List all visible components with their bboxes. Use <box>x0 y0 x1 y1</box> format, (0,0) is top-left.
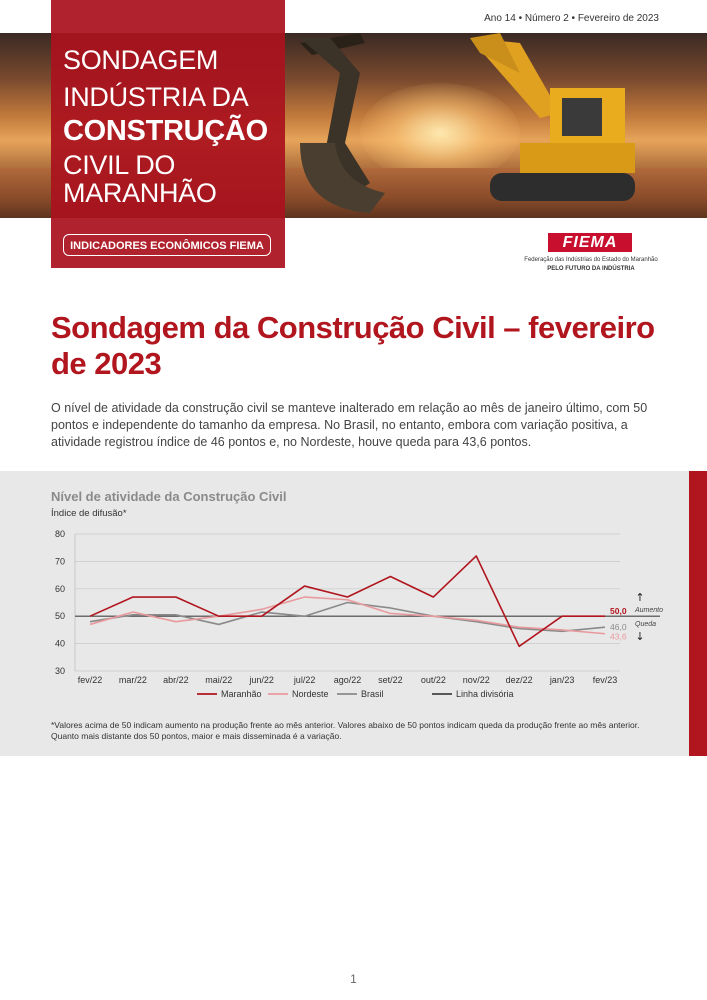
x-tick-label: jan/23 <box>549 675 575 685</box>
title-line-5: MARANHÃO <box>63 178 217 208</box>
fiema-fullname: Federação das Indústrias do Estado do Maranhão <box>524 257 658 263</box>
legend-label: Maranhão <box>221 689 262 699</box>
end-value-label: 43,6 <box>610 631 627 642</box>
issue-info: Ano 14 • Número 2 • Fevereiro de 2023 <box>484 13 659 24</box>
fiema-slogan: PELO FUTURO DA INDÚSTRIA <box>547 266 635 272</box>
x-tick-label: out/22 <box>420 675 446 685</box>
y-tick-label: 50 <box>54 611 65 622</box>
x-tick-label: abr/22 <box>163 675 189 685</box>
panel-accent-bar <box>689 471 707 756</box>
title-line-2: INDÚSTRIA DA <box>63 82 249 112</box>
line-chart <box>40 520 680 710</box>
title-box <box>51 0 285 268</box>
legend-label: Nordeste <box>292 689 329 699</box>
y-tick-label: 80 <box>54 529 65 539</box>
title-line-3: CONSTRUÇÃO <box>63 115 268 147</box>
x-tick-label: fev/22 <box>77 675 103 685</box>
x-tick-label: mai/22 <box>205 675 233 685</box>
series-line-0 <box>90 556 605 646</box>
chart-footnote: *Valores acima de 50 indicam aumento na produção frente ao mês anterior. Valores abaixo de 50 pontos indicam queda da produção frente ao mês anterior. Quanto mais distante dos 50 pontos, maior e mais disseminada é a variação. <box>51 720 640 741</box>
series-label: INDICADORES ECONÔMICOS FIEMA <box>63 234 271 256</box>
x-tick-label: set/22 <box>378 675 403 685</box>
end-value-label: 50,0 <box>610 606 627 617</box>
y-tick-label: 30 <box>54 666 65 676</box>
x-tick-label: jun/22 <box>249 675 274 685</box>
title-line-4: CIVIL DO <box>63 150 176 180</box>
x-tick-label: jul/22 <box>293 675 316 685</box>
x-tick-label: dez/22 <box>505 675 533 685</box>
chart-title: Nível de atividade da Construção Civil <box>51 489 287 504</box>
end-value-label: 46,0 <box>610 622 627 633</box>
article-intro: O nível de atividade da construção civil se manteve inalterado em relação ao mês de janeiro último, com 50 pontos e independente do tamanho da empresa. No Brasil, no entanto, embora com variação positiva, a atividade registrou índice de 46 pontos e, no Nordeste, houve queda para 43,6 pontos. <box>51 401 648 449</box>
article-headline: Sondagem da Construção Civil – fevereiro de 2023 <box>51 310 655 381</box>
legend-label: Brasil <box>361 689 384 699</box>
y-tick-label: 40 <box>54 638 65 649</box>
chart-subtitle: Índice de difusão* <box>51 508 127 519</box>
fiema-wordmark: FIEMA <box>548 233 632 252</box>
page-number: 1 <box>350 972 357 986</box>
x-tick-label: mar/22 <box>118 675 147 685</box>
annotation-up: Aumento <box>635 607 664 615</box>
arrow-down-icon: ↓ <box>635 630 645 644</box>
legend-label: Linha divisória <box>456 689 514 699</box>
x-tick-label: ago/22 <box>333 675 362 685</box>
x-tick-label: nov/22 <box>462 675 490 685</box>
annotation-down: Queda <box>635 621 657 629</box>
arrow-up-icon: ↑ <box>635 591 645 605</box>
x-tick-label: fev/23 <box>592 675 618 685</box>
y-tick-label: 60 <box>54 583 65 594</box>
title-line-1: SONDAGEM <box>63 45 219 75</box>
fiema-logo <box>521 233 661 275</box>
y-tick-label: 70 <box>54 556 65 567</box>
